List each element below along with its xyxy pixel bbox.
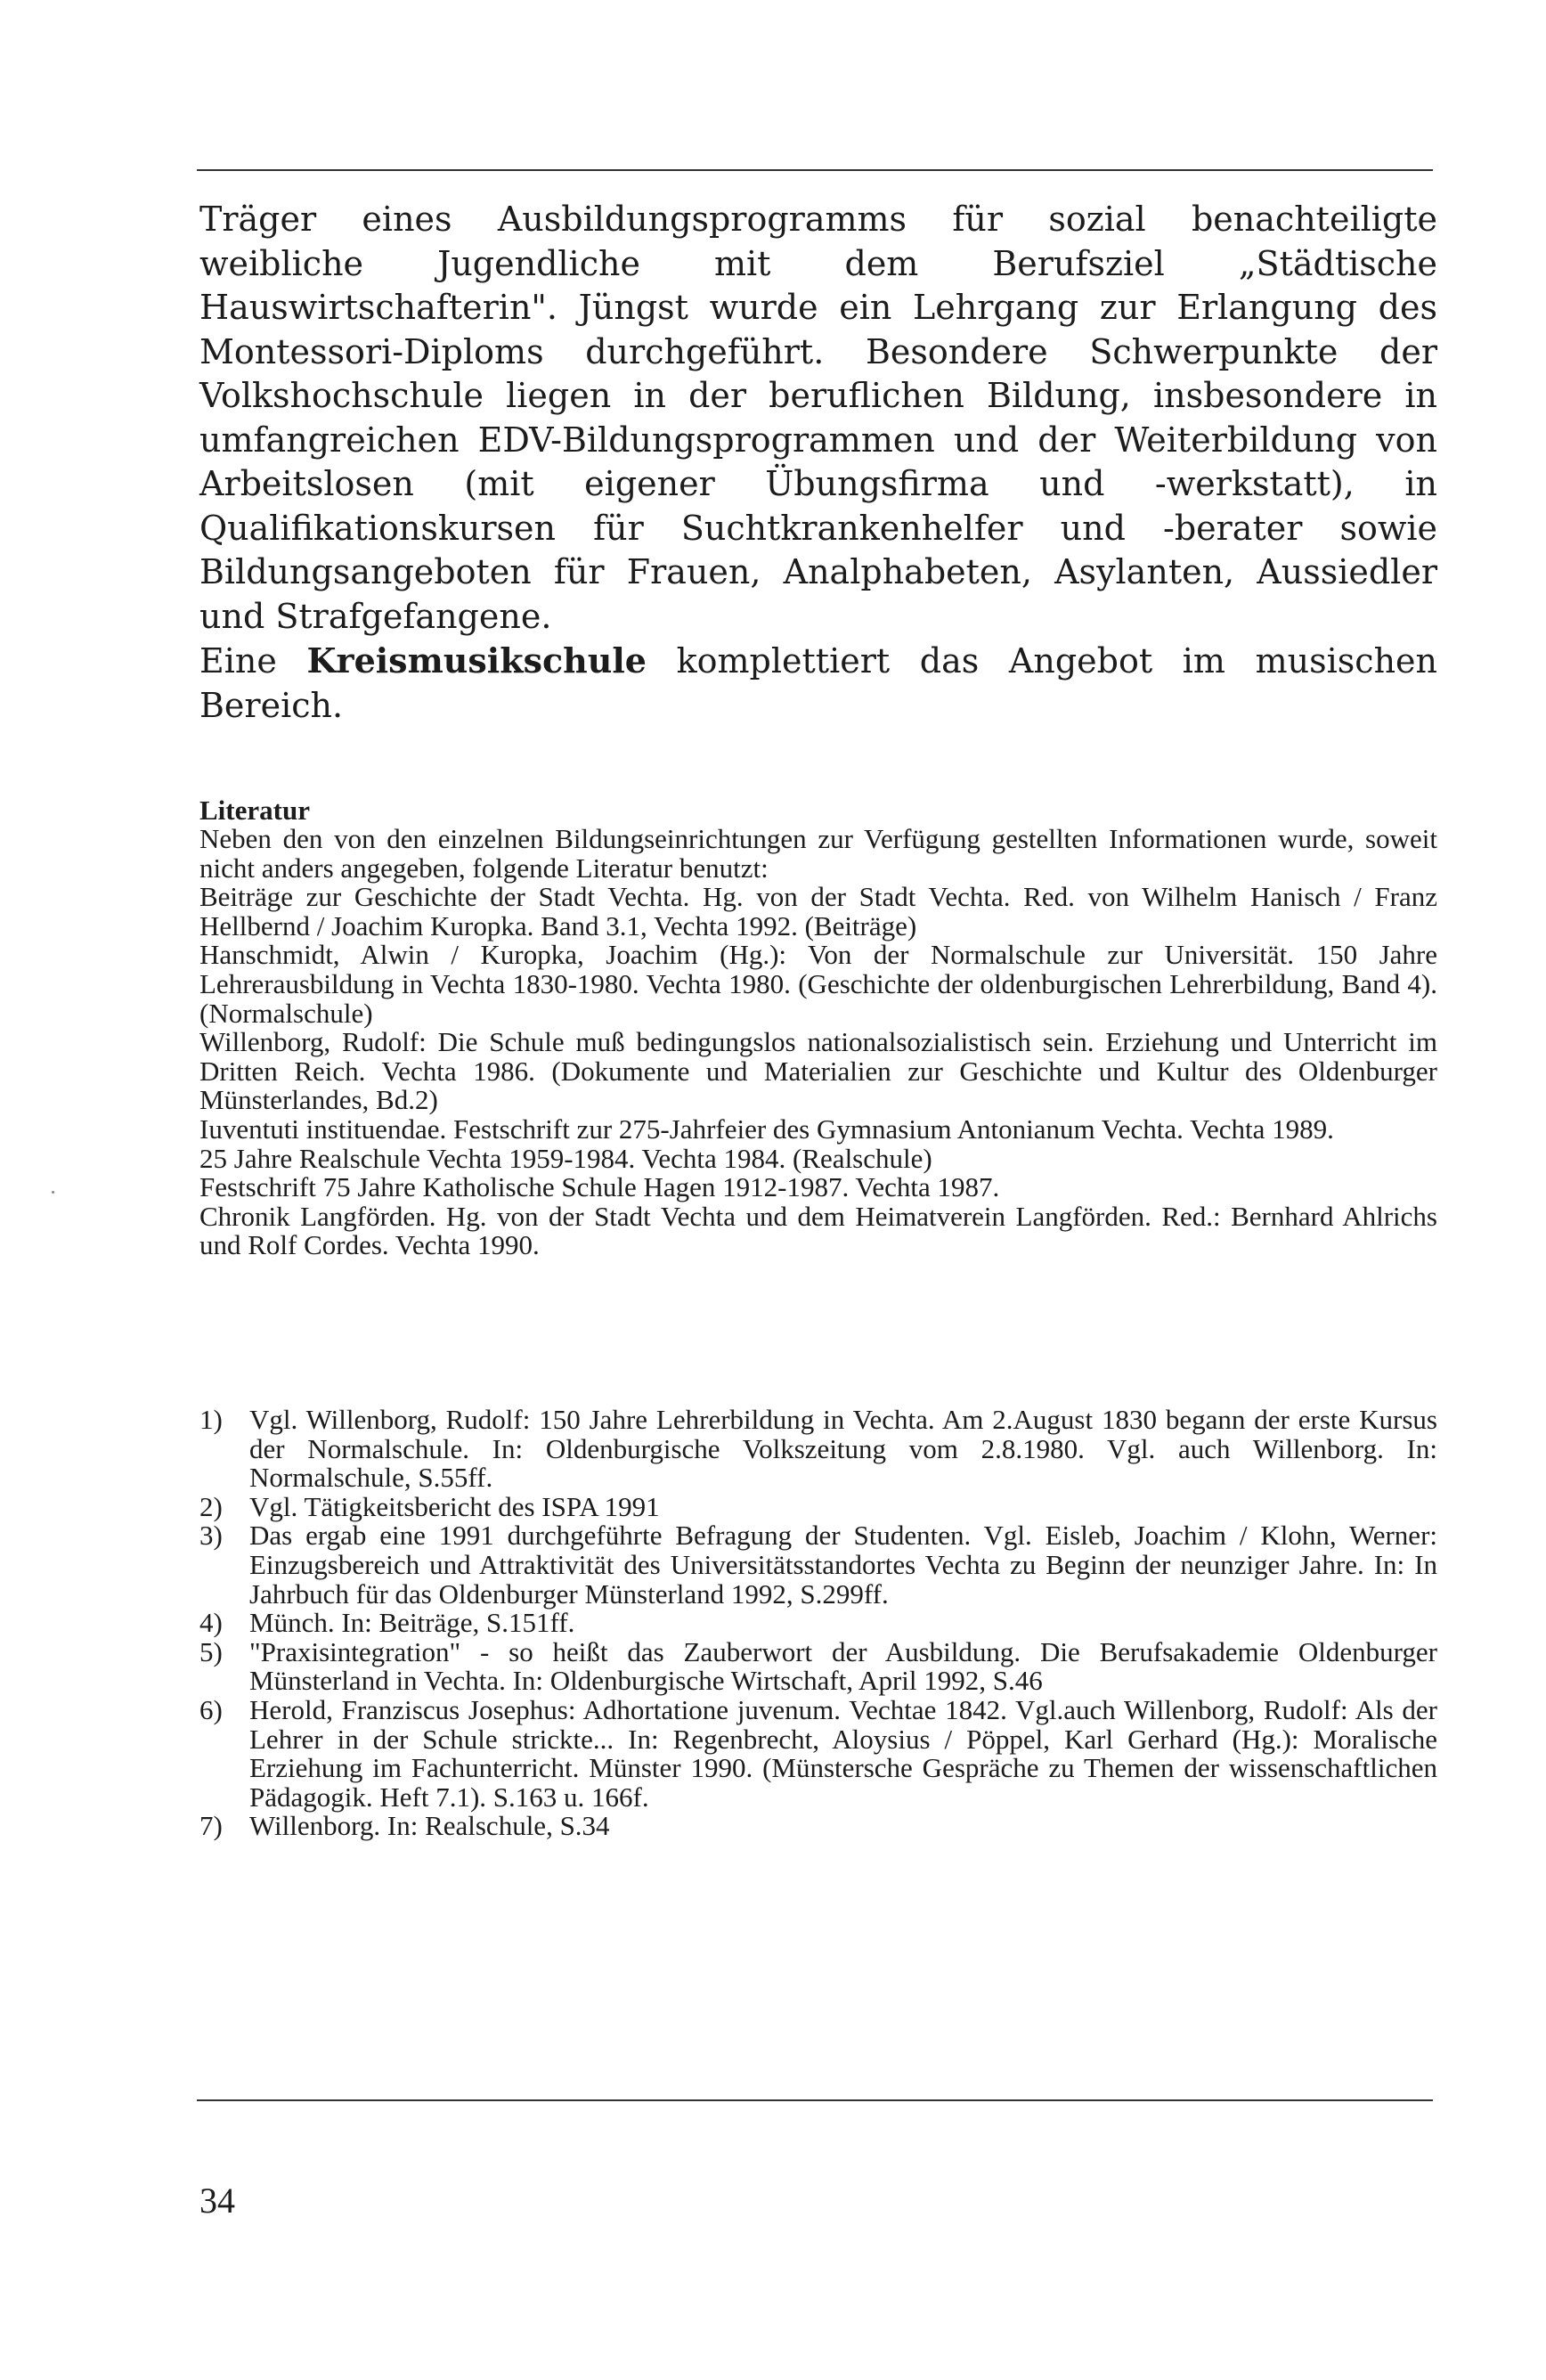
footnote-number: 4) [199, 1607, 223, 1639]
footnote-number: 5) [199, 1635, 223, 1667]
footnote-text: Vgl. Tätigkeitsbericht des ISPA 1991 [249, 1490, 660, 1522]
literature-item: Chronik Langförden. Hg. von der Stadt Vechta und dem Heimatverein Langförden. Red.: Bernhard Ahlrichs und Rolf Cordes. Vechta 1990. [199, 1200, 1437, 1261]
footnote-text: Vgl. Willenborg, Rudolf: 150 Jahre Lehrerbildung in Vechta. Am 2.August 1830 begann der erste Kursus der Normalschule. In: Oldenburgische Volkszeitung vom 2.8.1980. Vgl. auch Willenborg. In: Normalschule, S.55ff. [249, 1404, 1437, 1494]
footnote [199, 1635, 1437, 1697]
top-rule [197, 169, 1433, 171]
kreismusikschule-term: Kreismusikschule [306, 640, 647, 681]
literature-heading: Literatur [199, 795, 310, 826]
footnote-text: Münch. In: Beiträge, S.151ff. [249, 1607, 575, 1639]
footnote [199, 1521, 1437, 1609]
literature-item: Beiträge zur Geschichte der Stadt Vechta. Hg. von der Stadt Vechta. Red. von Wilhelm Hanisch / Franz Hellbernd / Joachim Kuropka. Band 3.1, Vechta 1992. (Beiträge) [199, 881, 1437, 941]
literature-section [199, 795, 1437, 1260]
footnote-number: 6) [199, 1693, 223, 1725]
literature-item: 25 Jahre Realschule Vechta 1959-1984. Vechta 1984. (Realschule) [199, 1142, 932, 1174]
literature-item: Iuventuti instituendae. Festschrift zur 275-Jahrfeier des Gymnasium Antonianum Vechta. Vechta 1989. [199, 1113, 1334, 1145]
footnote-text: Das ergab eine 1991 durchgeführte Befragung der Studenten. Vgl. Eisleb, Joachim / Klohn, Werner: Einzugsbereich und Attraktivität des Universitätsstandortes Vechta zu Beginn der neunziger Jahre. In: In Jahrbuch für das Oldenburger Münsterland 1992, S.299ff. [249, 1520, 1437, 1610]
bottom-rule [197, 2099, 1433, 2101]
literature-item: Hanschmidt, Alwin / Kuropka, Joachim (Hg.): Von der Normalschule zur Universität. 150 Jahre Lehrerausbildung in Vechta 1830-1980. Vechta 1980. (Geschichte der oldenburgischen Lehrerbildung, Band 4). (Normalschule) [199, 939, 1437, 1029]
footnote [199, 1812, 1437, 1841]
literature-item: Willenborg, Rudolf: Die Schule muß bedingungslos nationalsozialistisch sein. Erziehung und Unterricht im Dritten Reich. Vechta 1986. (Dokumente und Materialien zur Geschichte und Kultur des Oldenburger Münsterlandes, Bd.2) [199, 1026, 1437, 1116]
footnote-number: 7) [199, 1810, 223, 1842]
literature-item: Neben den von den einzelnen Bildungseinrichtungen zur Verfügung gestellten Informationen wurde, soweit nicht anders angegeben, folgende Literatur benutzt: [199, 823, 1437, 884]
footnote [199, 1609, 1437, 1638]
footnote-number: 3) [199, 1520, 223, 1552]
footnotes-list [199, 1406, 1437, 1841]
footnote-number: 1) [199, 1404, 223, 1435]
body-paragraph-1: Träger eines Ausbildungsprogramms für sozial benachteiligte weibliche Jugendliche mit dem Berufsziel „Städtische Hauswirtschafterin". Jüngst wurde ein Lehrgang zur Erlangung des Montessori-Diploms durchgeführt. Besondere Schwerpunkte der Volkshochschule liegen in der beruflichen Bildung, insbesondere in umfangreichen EDV-Bildungsprogrammen und der Weiterbildung von Arbeitslosen (mit eigener Übungsfirma und -werkstatt), in Qualifikationskursen für Suchtkrankenhelfer und -berater sowie Bildungsangeboten für Frauen, Analphabeten, Asylanten, Aussiedler und Strafgefangene. [199, 200, 1437, 636]
footnote-text: "Praxisintegration" - so heißt das Zauberwort der Ausbildung. Die Berufsakademie Oldenburger Münsterland in Vechta. In: Oldenburgische Wirtschaft, April 1992, S.46 [249, 1635, 1437, 1697]
footnote [199, 1406, 1437, 1493]
page-number: 34 [199, 2180, 235, 2221]
body-paragraph-2 [199, 639, 1437, 728]
footnote-text: Willenborg. In: Realschule, S.34 [249, 1810, 610, 1842]
paragraph-2-suffix: komplettiert das Angebot im musischen Bereich. [199, 641, 1438, 725]
body-text [199, 198, 1437, 728]
footnote-number: 2) [199, 1490, 223, 1522]
footnote-text: Herold, Franziscus Josephus: Adhortatione juvenum. Vechtae 1842. Vgl.auch Willenborg, Rudolf: Als der Lehrer in der Schule strickte... In: Regenbrecht, Aloysius / Pöppel, Karl Gerhard (Hg.): Moralische Erziehung im Fachunterricht. Münster 1990. (Münstersche Gespräche zu Themen der wissenschaftlichen Pädagogik. Heft 7.1). S.163 u. 166f. [249, 1693, 1437, 1813]
scan-speck [52, 1191, 54, 1194]
footnote [199, 1490, 1437, 1522]
footnote [199, 1693, 1437, 1813]
paragraph-2-prefix: Eine [199, 641, 307, 681]
literature-item: Festschrift 75 Jahre Katholische Schule Hagen 1912-1987. Vechta 1987. [199, 1171, 1000, 1203]
